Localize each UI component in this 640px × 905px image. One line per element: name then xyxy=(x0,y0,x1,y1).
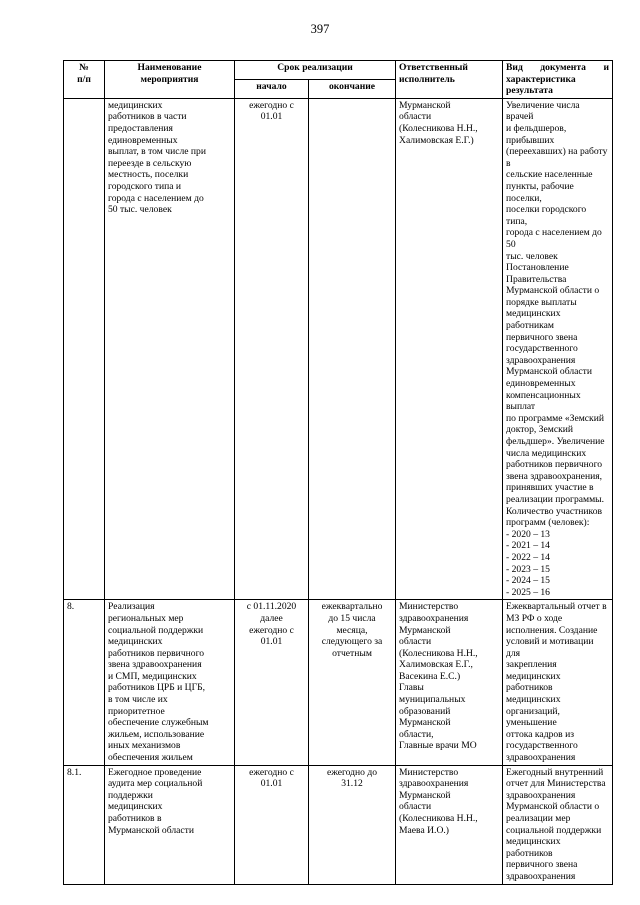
header-result xyxy=(503,61,613,99)
cell-name: Ежегодное проведение аудита мер социальной поддержки медицинских работников в Мурманской области xyxy=(105,765,235,884)
cell-result: Ежегодный внутренний отчет для Министерства здравоохранения Мурманской области о реализации мер социальной поддержки медицинских работников первичного звена здравоохранения xyxy=(503,765,613,884)
header-start: начало xyxy=(235,79,309,98)
cell-executor: Мурманской области (Колесникова Н.Н., Халимовская Е.Г.) xyxy=(396,98,503,600)
cell-num: 8. xyxy=(64,600,105,765)
cell-executor: Министерство здравоохранения Мурманской области (Колесникова Н.Н., Маева И.О.) xyxy=(396,765,503,884)
cell-executor: Министерство здравоохранения Мурманской области (Колесникова Н.Н., Халимовская Е.Г., Васекина Е.С.) Главы муниципальных образований Мурманской области, Главные врачи МО xyxy=(396,600,503,765)
header-period: Срок реализации xyxy=(235,61,396,80)
cell-end: ежеквартально до 15 числа месяца, следующего за отчетным xyxy=(309,600,396,765)
cell-name: медицинских работников в части предоставления единовременных выплат, в том числе при переезде в сельскую местность, поселки городского типа и города с населением до 50 тыс. человек xyxy=(105,98,235,600)
cell-name: Реализация региональных мер социальной поддержки медицинских работников первичного звена здравоохранения и СМП, медицинских работников ЦРБ и ЦГБ, в том числе их приоритетное обеспечение служебным жильем, использование иных механизмов обеспечения жильем xyxy=(105,600,235,765)
table-row xyxy=(64,765,613,884)
header-name: Наименование мероприятия xyxy=(105,61,235,99)
header-result-word2: документа xyxy=(540,62,586,73)
cell-end: ежегодно до 31.12 xyxy=(309,765,396,884)
header-result-rest: характеристика результата xyxy=(506,73,576,97)
header-end: окончание xyxy=(309,79,396,98)
cell-end xyxy=(309,98,396,600)
cell-result: Увеличение числа врачей и фельдшеров, прибывших (переехавших) на работу в сельские населенные пункты, рабочие поселки, поселки городского типа, города с населением до 50 тыс. человек Постановление Правительства Мурманской области о порядке выплаты медицинских работникам первичного звена государственного здравоохранения Мурманской области единовременных компенсационных выплат по программе «Земский доктор, Земский фельдшер». Увеличение числа медицинских работников первичного звена здравоохранения, принявших участие в реализации программы. Количество участников программ (человек): - 2020 – 13 - 2021 – 14 - 2022 – 14 - 2023 – 15 - 2024 – 15 - 2025 – 16 xyxy=(503,98,613,600)
header-executor: Ответственный исполнитель xyxy=(396,61,503,99)
table-header-row xyxy=(64,61,613,80)
page-number: 397 xyxy=(310,22,330,36)
header-result-word3: и xyxy=(603,62,609,73)
measures-table xyxy=(63,60,613,885)
cell-num xyxy=(64,98,105,600)
table-row xyxy=(64,600,613,765)
cell-start: с 01.11.2020 далее ежегодно с 01.01 xyxy=(235,600,309,765)
header-num: № п/п xyxy=(64,61,105,99)
cell-start: ежегодно с 01.01 xyxy=(235,765,309,884)
cell-num: 8.1. xyxy=(64,765,105,884)
cell-start: ежегодно с 01.01 xyxy=(235,98,309,600)
table-row xyxy=(64,98,613,600)
cell-result: Ежеквартальный отчет в МЗ РФ о ходе исполнения. Создание условий и мотивации для закрепления медицинских работников медицинских организаций, уменьшение оттока кадров из государственного здравоохранения xyxy=(503,600,613,765)
header-result-word1: Вид xyxy=(506,62,523,73)
